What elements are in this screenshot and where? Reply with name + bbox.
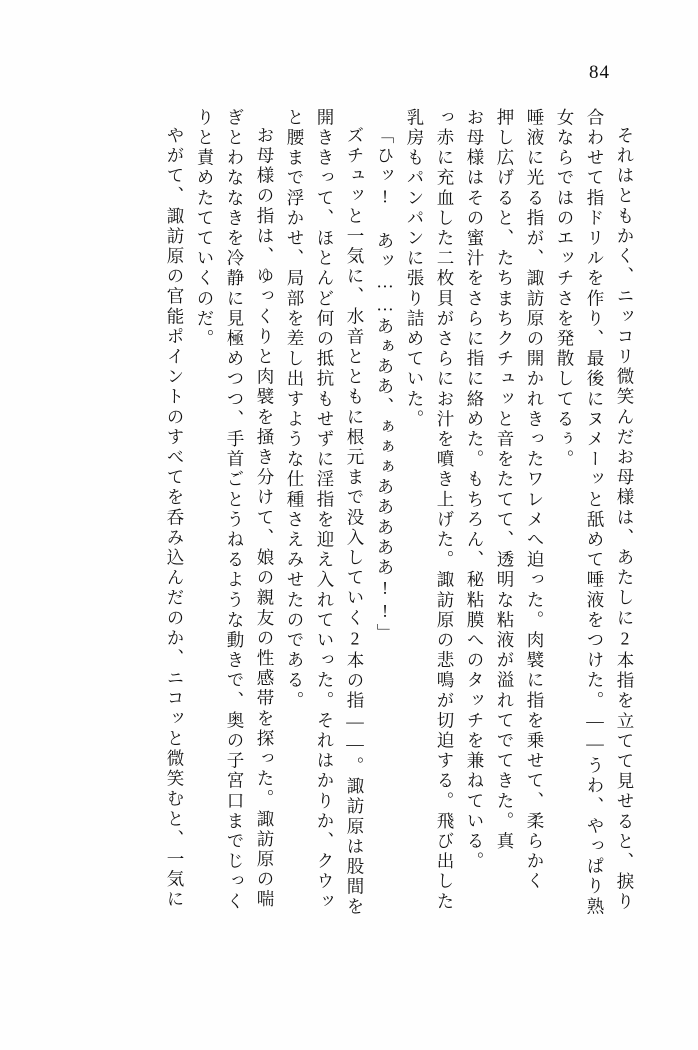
text-column: 開ききって、ほとんど何の抵抗もせずに淫指を迎え入れていった。それはかりか、クウッ — [315, 108, 335, 912]
page-number: 84 — [589, 62, 610, 83]
text-column: 女ならではのエッチさを発散してるぅ。 — [555, 108, 575, 470]
text-column: やがて、諏訪原の官能ポイントのすべてを呑み込んだのか、ニコッと微笑むと、一気に — [165, 126, 185, 910]
text-column: っ赤に充血した二枚貝がさらにお汁を噴き上げた。諏訪原の悲鳴が切迫する。飛び出した — [435, 108, 455, 912]
text-column: りと責めたてていくのだ。 — [195, 108, 215, 350]
text-column: と腰まで浮かせ、局部を差し出すような仕種さえみせたのである。 — [285, 108, 305, 711]
text-column: 乳房もパンパンに張り詰めていた。 — [405, 108, 425, 430]
text-column: お母様の指は、ゆっくりと肉襞を掻き分けて、娘の親友の性感帯を探った。諏訪原の喘 — [255, 126, 275, 910]
text-column: お母様はその蜜汁をさらに指に絡めた。もちろん、秘粘膜へのタッチを兼ねている。 — [465, 108, 485, 872]
text-column: それはともかく、ニッコリ微笑んだお母様は、あたしに2本指を立てて見せると、捩り — [615, 126, 635, 913]
text-column: 唾液に光る指が、諏訪原の開かれきったワレメへ迫った。肉襞に指を乗せて、柔らかく — [525, 108, 545, 892]
text-column: ぎとわななきを冷静に見極めつつ、手首ごとうねるような動きで、奥の子宮口までじっく — [225, 108, 245, 912]
vertical-text-block — [60, 108, 640, 1008]
text-column: ズチュッと一気に、水音とともに根元まで没入していく2本の指――。諏訪原は股間を — [345, 126, 365, 918]
text-column: 押し広げると、たちまちクチュッと音をたてて、透明な粘液が溢れてでてきた。真 — [495, 108, 515, 852]
text-column: 合わせて指ドリルを作り、最後にヌメーッと舐めて唾液をつけた。――うわ、やっぱり熟 — [585, 108, 605, 917]
text-column: 「ひッ! あッ……あぁああ、ぁぁぁあああああ!!」 — [375, 126, 395, 644]
